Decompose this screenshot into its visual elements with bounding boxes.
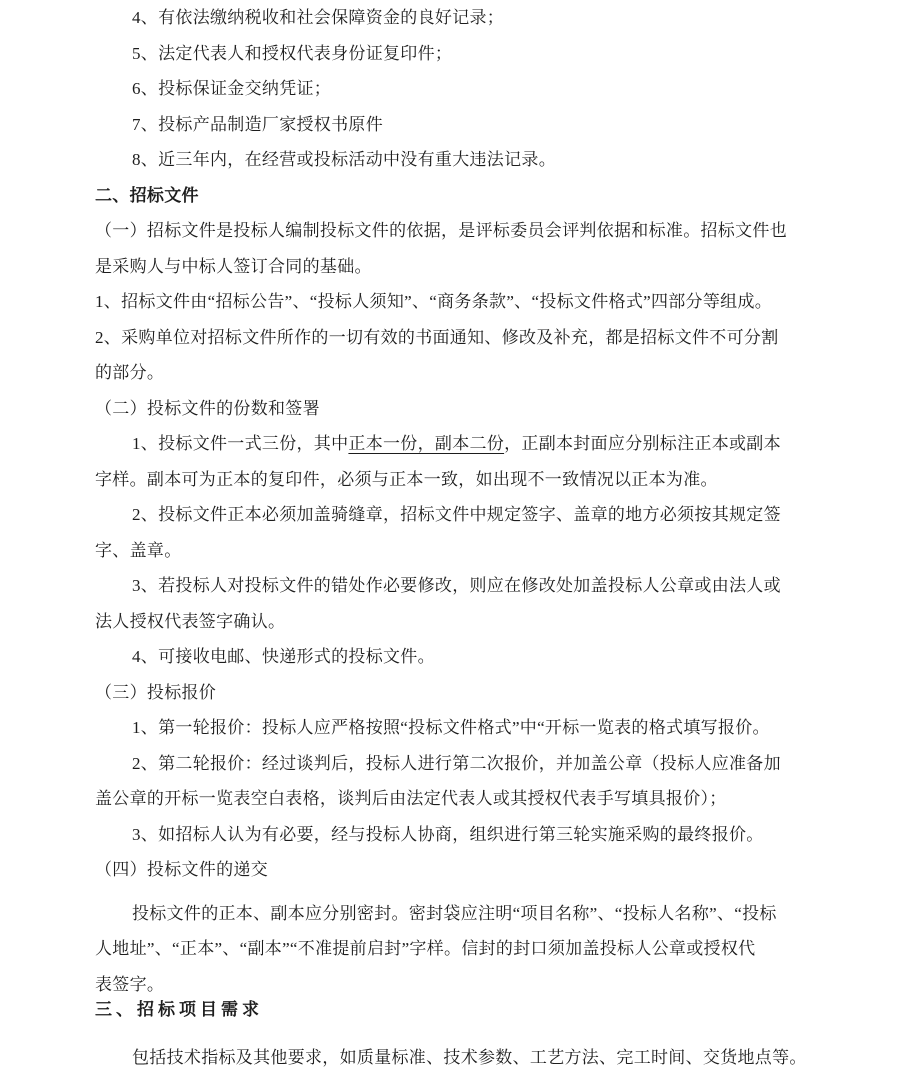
paragraph-line: 人地址”、“正本”、“副本”“不准提前启封”字样。信封的封口须加盖投标人公章或授权代 [95, 939, 756, 958]
paragraph-line: 的部分。 [95, 363, 165, 382]
paragraph-line [95, 426, 848, 462]
list-item-8: 8、近三年内，在经营或投标活动中没有重大违法记录。 [132, 150, 556, 169]
paragraph-line: （一）招标文件是投标人编制投标文件的依据，是评标委员会评判依据和标准。招标文件也 [95, 221, 787, 240]
paragraph-line: 1、第一轮报价：投标人应严格按照“投标文件格式”中“开标一览表的格式填写报价。 [132, 718, 770, 737]
paragraph-line: 2、第二轮报价：经过谈判后，投标人进行第二次报价，并加盖公章（投标人应准备加 [132, 753, 781, 773]
list-item-6: 6、投标保证金交纳凭证； [132, 79, 332, 98]
paragraph-line: 2、投标文件正本必须加盖骑缝章，招标文件中规定签字、盖章的地方必须按其规定签 [132, 505, 781, 524]
paragraph-line: 1、招标文件由“招标公告”、“投标人须知”、“商务条款”、“投标文件格式”四部分等组成。 [95, 292, 773, 311]
subsection-heading-2-3: （三）投标报价 [95, 682, 217, 702]
paragraph-line: 字样。副本可为正本的复印件，必须与正本一致，如出现不一致情况以正本为准。 [95, 469, 718, 489]
paragraph-text: ，正副本封面应分别标注正本或副本 [504, 434, 781, 453]
paragraph-line: 包括技术指标及其他要求，如质量标准、技术参数、工艺方法、完工时间、交货地点等。 [132, 1047, 807, 1067]
section-heading-2: 二、招标文件 [95, 185, 199, 205]
paragraph-text: 1、投标文件一式三份，其中 [132, 434, 349, 453]
section-heading-3: 三、招标项目需求 [95, 1000, 263, 1019]
paragraph-line: 投标文件的正本、副本应分别密封。密封袋应注明“项目名称”、“投标人名称”、“投标 [132, 903, 777, 923]
paragraph-line: 3、若投标人对投标文件的错处作必要修改，则应在修改处加盖投标人公章或由法人或 [132, 576, 781, 595]
paragraph-line: 4、可接收电邮、快递形式的投标文件。 [132, 647, 435, 666]
paragraph-line: 2、采购单位对招标文件所作的一切有效的书面通知、修改及补充，都是招标文件不可分割 [95, 327, 779, 347]
underlined-text: 正本一份，副本二份 [348, 434, 505, 453]
subsection-heading-2-2: （二）投标文件的份数和签署 [95, 398, 320, 418]
paragraph-line: 字、盖章。 [95, 540, 182, 560]
subsection-heading-2-4: （四）投标文件的递交 [95, 860, 268, 879]
paragraph-line: 是采购人与中标人签订合同的基础。 [95, 256, 372, 276]
list-item-4: 4、有依法缴纳税收和社会保障资金的良好记录； [132, 8, 505, 27]
paragraph-line: 盖公章的开标一览表空白表格，谈判后由法定代表人或其授权代表手写填具报价）； [95, 789, 727, 808]
list-item-7: 7、投标产品制造厂家授权书原件 [132, 114, 383, 134]
paragraph-line: 法人授权代表签字确认。 [95, 611, 286, 631]
paragraph-line: 表签字。 [95, 974, 165, 994]
paragraph-line: 3、如招标人认为有必要，经与投标人协商，组织进行第三轮实施采购的最终报价。 [132, 824, 764, 844]
list-item-5: 5、法定代表人和授权代表身份证复印件； [132, 43, 453, 63]
